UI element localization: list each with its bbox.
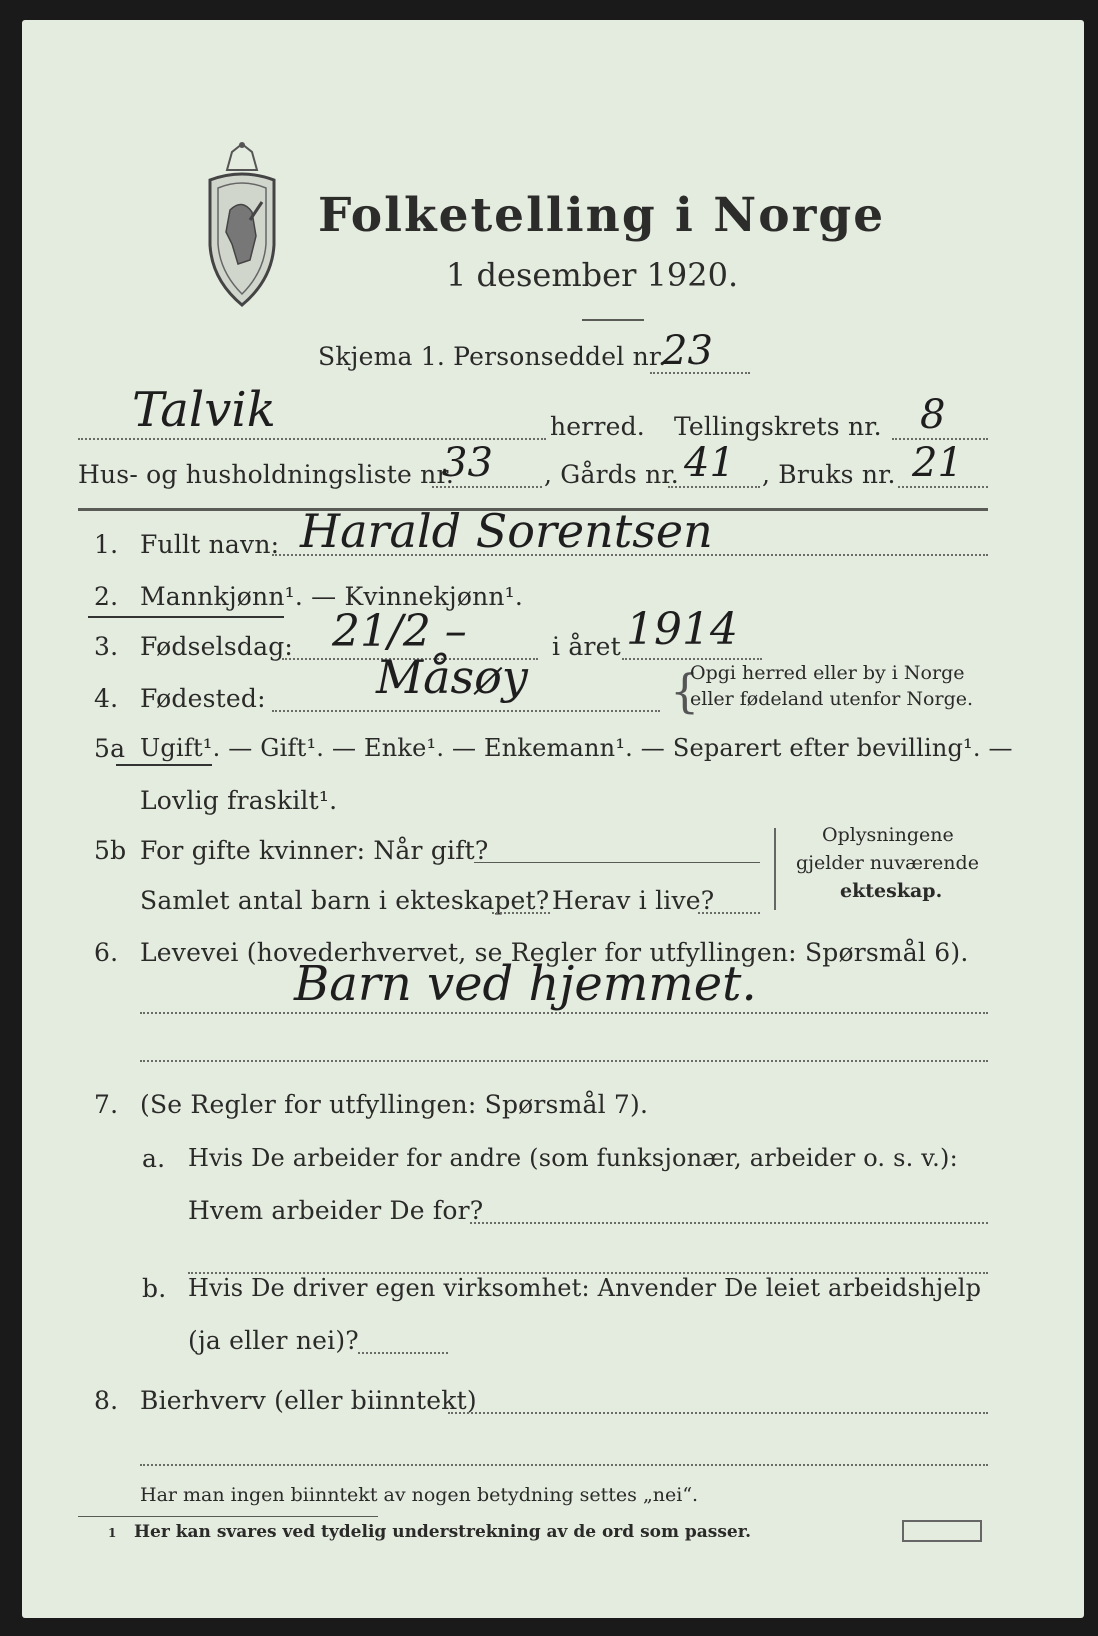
- married-when-line: [474, 862, 760, 863]
- hus-label: Hus- og husholdningsliste nr.: [78, 460, 455, 489]
- q8-number: 8.: [94, 1386, 119, 1415]
- occupation-line-1: [140, 1012, 988, 1014]
- bruks-number[interactable]: 21: [912, 440, 963, 486]
- birthplace-note-2: eller fødeland utenfor Norge.: [690, 688, 974, 710]
- q5b-note-1: Oplysningene: [822, 824, 954, 846]
- q7a-line1: Hvis De arbeider for andre (som funksjonær, arbeider o. s. v.):: [188, 1144, 958, 1172]
- q7-number: 7.: [94, 1090, 119, 1119]
- q8-label: Bierhverv (eller biinntekt): [140, 1386, 477, 1415]
- gender-underline[interactable]: [88, 616, 284, 618]
- census-date: 1 desember 1920.: [446, 256, 739, 294]
- alive-label: Herav i live?: [552, 886, 715, 915]
- occupation-value[interactable]: Barn ved hjemmet.: [294, 956, 757, 1012]
- hus-number[interactable]: 33: [442, 440, 493, 486]
- q5b-label: For gifte kvinner: Når gift?: [140, 836, 489, 865]
- occupation-line-2: [140, 1060, 988, 1062]
- marital-options: Ugift¹. — Gift¹. — Enke¹. — Enkemann¹. — Separert efter bevilling¹. —: [140, 734, 1013, 762]
- gards-label: , Gårds nr.: [544, 460, 679, 489]
- herred-label: herred.: [550, 412, 645, 441]
- note-bracket: [774, 828, 782, 910]
- divider: [582, 319, 644, 321]
- q6-number: 6.: [94, 938, 119, 967]
- year-line: [622, 658, 762, 660]
- q3-label: Fødselsdag:: [140, 632, 294, 661]
- q6-label: Levevei (hovederhvervet, se Regler for utfyllingen: Spørsmål 6).: [140, 938, 969, 967]
- q5b-note-2: gjelder nuværende: [796, 852, 979, 874]
- q4-label: Fødested:: [140, 684, 266, 713]
- employer-line-1: [470, 1222, 988, 1224]
- birthplace-value[interactable]: Måsøy: [376, 650, 528, 704]
- birthplace-note-1: Opgi herred eller by i Norge: [690, 662, 965, 684]
- q7b-line2: (ja eller nei)?: [188, 1326, 359, 1355]
- brace-icon: {: [670, 664, 700, 718]
- footnote-divider: [78, 1516, 378, 1517]
- full-name-value[interactable]: Harald Sorentsen: [300, 504, 713, 558]
- bruks-line: [898, 486, 988, 488]
- q5b-note-3: ekteskap.: [840, 880, 943, 902]
- year-label: i året: [552, 632, 621, 661]
- side-income-line-1: [448, 1412, 988, 1414]
- gender-options: Mannkjønn¹. — Kvinnekjønn¹.: [140, 582, 524, 611]
- side-income-note: Har man ingen biinntekt av nogen betydning settes „nei“.: [140, 1484, 699, 1506]
- tellingskrets-label: Tellingskrets nr.: [674, 412, 882, 441]
- hired-help-line: [358, 1352, 448, 1354]
- side-income-line-2: [140, 1464, 988, 1466]
- herred-name[interactable]: Talvik: [132, 382, 276, 438]
- q1-number: 1.: [94, 530, 119, 559]
- birth-year-value[interactable]: 1914: [626, 604, 738, 655]
- children-line: [492, 912, 550, 914]
- q4-number: 4.: [94, 684, 119, 713]
- census-form: [22, 20, 1084, 1618]
- tellingskrets-number[interactable]: 8: [920, 392, 946, 438]
- footnote-mark: 1: [108, 1526, 117, 1540]
- q5a-number: 5a: [94, 734, 126, 763]
- birthday-value[interactable]: 21/2 –: [332, 606, 467, 657]
- q7a-letter: a.: [142, 1144, 166, 1173]
- q7b-letter: b.: [142, 1274, 167, 1303]
- q7-label: (Se Regler for utfyllingen: Spørsmål 7).: [140, 1090, 649, 1119]
- q7b-line1: Hvis De driver egen virksomhet: Anvender De leiet arbeidshjelp: [188, 1274, 982, 1302]
- marital-underline[interactable]: [116, 764, 212, 766]
- q7a-line2: Hvem arbeider De for?: [188, 1196, 484, 1225]
- gards-line: [668, 486, 760, 488]
- q5b-number: 5b: [94, 836, 127, 865]
- q1-label: Fullt navn:: [140, 530, 280, 559]
- birthplace-line: [272, 710, 660, 712]
- coat-of-arms-icon: [192, 140, 292, 310]
- q3-number: 3.: [94, 632, 119, 661]
- children-label: Samlet antal barn i ekteskapet?: [140, 886, 550, 915]
- alive-line: [698, 912, 760, 914]
- footnote-text: Her kan svares ved tydelig understrekning av de ord som passer.: [134, 1522, 752, 1542]
- form-title: Folketelling i Norge: [318, 188, 886, 243]
- hus-line: [432, 486, 542, 488]
- bruks-label: , Bruks nr.: [762, 460, 896, 489]
- printer-stamp: [902, 1520, 982, 1542]
- q2-number: 2.: [94, 582, 119, 611]
- schema-label: Skjema 1. Personseddel nr.: [318, 342, 667, 371]
- marital-options-2: Lovlig fraskilt¹.: [140, 786, 338, 815]
- gards-number[interactable]: 41: [684, 440, 735, 486]
- personseddel-number[interactable]: 23: [662, 328, 713, 374]
